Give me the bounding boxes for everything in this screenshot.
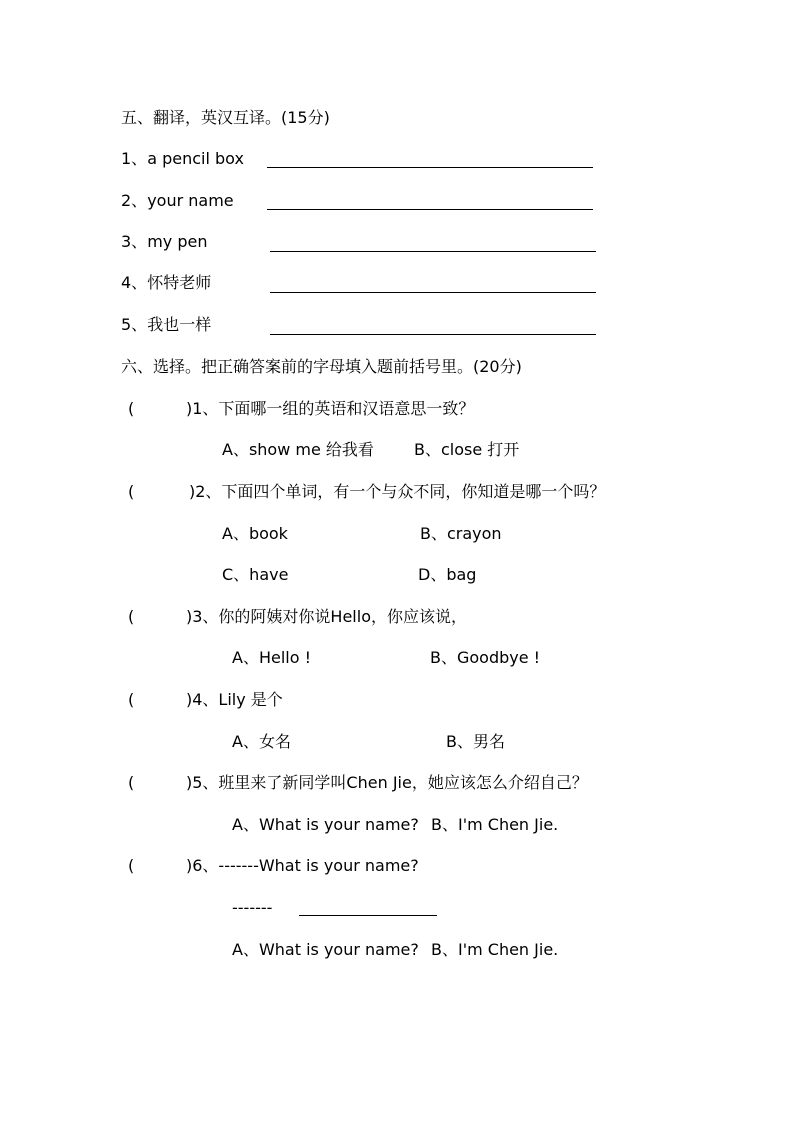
question-3[interactable]	[186, 606, 467, 628]
item-number: 4、	[121, 273, 148, 292]
option-a: A、show me 给我看	[222, 440, 374, 459]
answer-line-1[interactable]	[267, 167, 593, 168]
section-5-heading: 五、翻译，英汉互译。(15分)	[121, 108, 330, 127]
item-number: 2、	[121, 191, 148, 210]
question-stem: 1、下面哪一组的英语和汉语意思一致？	[192, 399, 475, 418]
answer-line-2[interactable]	[267, 209, 593, 210]
question-stem: 4、Lily 是个	[192, 690, 283, 709]
section-6-heading: 六、选择。把正确答案前的字母填入题前括号里。(20分)	[121, 357, 522, 376]
item-text: my pen	[147, 232, 208, 251]
answer-paren-close: )	[186, 399, 193, 418]
answer-paren-open: (	[128, 482, 135, 501]
question-stem: 6、-------What is your name?	[192, 856, 419, 875]
option-b: B、close 打开	[414, 440, 520, 459]
option-a: A、What is your name?	[232, 815, 419, 834]
option-b: B、I'm Chen Jie.	[431, 815, 559, 834]
translate-item-1	[121, 148, 244, 170]
translate-item-4	[121, 272, 211, 294]
item-text: 怀特老师	[147, 273, 212, 292]
answer-paren-open: (	[128, 690, 135, 709]
answer-paren-open: (	[128, 399, 135, 418]
item-number: 1、	[121, 149, 148, 168]
option-b: B、crayon	[420, 524, 502, 543]
question-stem: 3、你的阿姨对你说Hello，你应该说，	[192, 607, 467, 626]
translate-item-2	[121, 190, 234, 212]
answer-paren-close: )	[186, 773, 193, 792]
answer-line-5[interactable]	[270, 334, 596, 335]
dialogue-reply-prefix: -------	[232, 898, 273, 917]
option-b: B、Goodbye !	[430, 648, 541, 667]
option-a: A、Hello !	[232, 648, 312, 667]
item-text: 我也一样	[147, 315, 212, 334]
translate-item-5	[121, 314, 211, 336]
answer-line-3[interactable]	[270, 251, 596, 252]
answer-paren-close: )	[189, 482, 196, 501]
answer-paren-open: (	[128, 856, 135, 875]
option-b: B、I'm Chen Jie.	[431, 940, 559, 959]
option-a: A、What is your name?	[232, 940, 419, 959]
translate-item-3	[121, 231, 207, 253]
item-number: 5、	[121, 315, 148, 334]
option-a: A、book	[222, 524, 288, 543]
answer-paren-close: )	[186, 607, 193, 626]
answer-paren-close: )	[186, 690, 193, 709]
item-number: 3、	[121, 232, 148, 251]
question-stem: 2、下面四个单词，有一个与众不同，你知道是哪一个吗？	[195, 482, 606, 501]
question-4[interactable]	[186, 689, 283, 711]
question-stem: 5、班里来了新同学叫Chen Jie，她应该怎么介绍自己？	[192, 773, 588, 792]
item-text: a pencil box	[147, 149, 244, 168]
answer-paren-open: (	[128, 773, 135, 792]
question-1[interactable]	[186, 398, 474, 420]
dialogue-answer-line[interactable]	[299, 915, 437, 916]
option-c: C、have	[222, 565, 289, 584]
item-text: your name	[147, 191, 234, 210]
question-2[interactable]	[189, 481, 605, 503]
option-b: B、男名	[446, 732, 505, 751]
answer-paren-open: (	[128, 607, 135, 626]
option-a: A、女名	[232, 732, 291, 751]
question-6[interactable]	[186, 855, 419, 877]
answer-paren-close: )	[186, 856, 193, 875]
option-d: D、bag	[418, 565, 477, 584]
answer-line-4[interactable]	[270, 292, 596, 293]
question-5[interactable]	[186, 772, 588, 794]
